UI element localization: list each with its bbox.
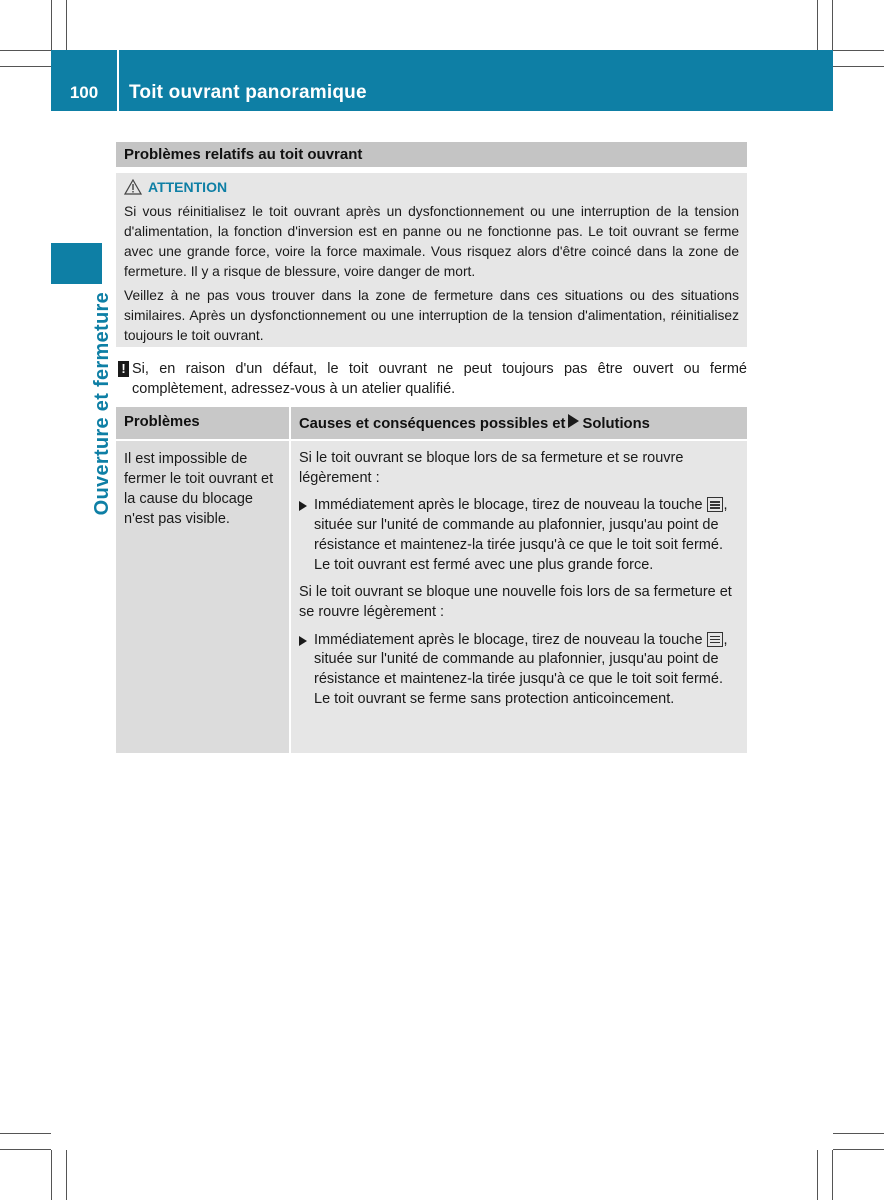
step-text: , située sur l'unité de commande au plafonnier, jusqu'au point de résistance et maintenez-la tirée jusqu'à ce que le toit soit fermé. xyxy=(314,497,728,553)
roof-switch-button-icon xyxy=(707,497,723,512)
warning-box xyxy=(116,173,747,347)
page-header xyxy=(51,50,833,111)
page-title: Toit ouvrant panoramique xyxy=(129,82,367,103)
warning-paragraph: Si vous réinitialisez le toit ouvrant après un dysfonctionnement ou une interruption de la tension d'alimentation, la fonction d'inversion est en panne ou ne fonctionne pas. Le toit ouvrant se ferme avec une grande force, voire la force maximale. Vous risquez alors d'être coincé dans la zone de fermeture. Il y a risque de blessure, voire danger de mort. xyxy=(124,204,739,279)
crop-mark xyxy=(832,0,833,50)
step-result: Le toit ouvrant est fermé avec une plus grande force. xyxy=(314,556,654,573)
exclamation-icon: ! xyxy=(118,361,129,377)
solution-step xyxy=(299,496,739,575)
section-title: Problèmes relatifs au toit ouvrant xyxy=(116,142,747,167)
warning-paragraph: Veillez à ne pas vous trouver dans la zone de fermeture dans ces situations ou des situations similaires. Après un dysfonctionnement ou une interruption de la tension d'alimentation, réinitialisez toujours le toit ouvrant. xyxy=(124,288,739,343)
step-arrow-icon xyxy=(299,636,307,646)
arrow-right-icon xyxy=(568,414,579,428)
warning-triangle-icon xyxy=(124,179,142,195)
crop-mark xyxy=(0,66,51,67)
step-arrow-icon xyxy=(299,501,307,511)
crop-mark xyxy=(51,0,52,50)
table-header-causes-label: Causes et conséquences possibles et xyxy=(299,416,566,432)
table-cell-problem: Il est impossible de fermer le toit ouvrant et la cause du blocage n'est pas visible. xyxy=(116,441,289,753)
crop-mark xyxy=(66,1150,67,1200)
crop-mark xyxy=(833,1133,884,1134)
crop-mark xyxy=(817,0,818,50)
crop-mark xyxy=(0,1149,51,1150)
step-result: Le toit ouvrant se ferme sans protection anticoincement. xyxy=(314,690,675,707)
page-number: 100 xyxy=(69,83,99,102)
step-text: , située sur l'unité de commande au plafonnier, jusqu'au point de résistance et maintenez-la tirée jusqu'à ce que le toit soit fermé. xyxy=(314,631,728,688)
table-row xyxy=(116,441,747,753)
crop-mark xyxy=(832,1150,833,1200)
roof-switch-button-icon xyxy=(707,632,723,647)
header-divider xyxy=(117,50,119,111)
crop-mark xyxy=(51,1150,52,1200)
crop-mark xyxy=(817,1150,818,1200)
side-tab-label-text: Ouverture et fermeture xyxy=(91,292,113,516)
table-cell-solution xyxy=(291,441,747,753)
table-header-row xyxy=(116,407,747,439)
table-header-causes xyxy=(291,407,747,439)
step-text: Immédiatement après le blocage, tirez de nouveau la touche xyxy=(314,631,703,648)
crop-mark xyxy=(0,1133,51,1134)
note-text: Si, en raison d'un défaut, le toit ouvrant ne peut toujours pas être ouvert ou fermé complètement, adressez-vous à un atelier qualifié. xyxy=(132,361,747,397)
troubleshooting-table xyxy=(116,407,747,753)
solution-step xyxy=(299,631,739,710)
warning-heading xyxy=(124,177,739,197)
note xyxy=(116,359,747,399)
crop-mark xyxy=(0,50,51,51)
step-text: Immédiatement après le blocage, tirez de nouveau la touche xyxy=(314,497,703,514)
crop-mark xyxy=(833,50,884,51)
crop-mark xyxy=(833,1149,884,1150)
crop-mark xyxy=(66,0,67,50)
table-header-problems: Problèmes xyxy=(116,407,289,439)
side-tab-label xyxy=(91,52,114,516)
cause-text: Si le toit ouvrant se bloque lors de sa fermeture et se rouvre légèrement : xyxy=(299,450,684,486)
crop-mark xyxy=(833,66,884,67)
cause-text: Si le toit ouvrant se bloque une nouvelle fois lors de sa fermeture et se rouvre légèrement : xyxy=(299,584,732,620)
warning-title: ATTENTION xyxy=(148,179,228,195)
table-header-solutions-label: Solutions xyxy=(582,416,650,432)
